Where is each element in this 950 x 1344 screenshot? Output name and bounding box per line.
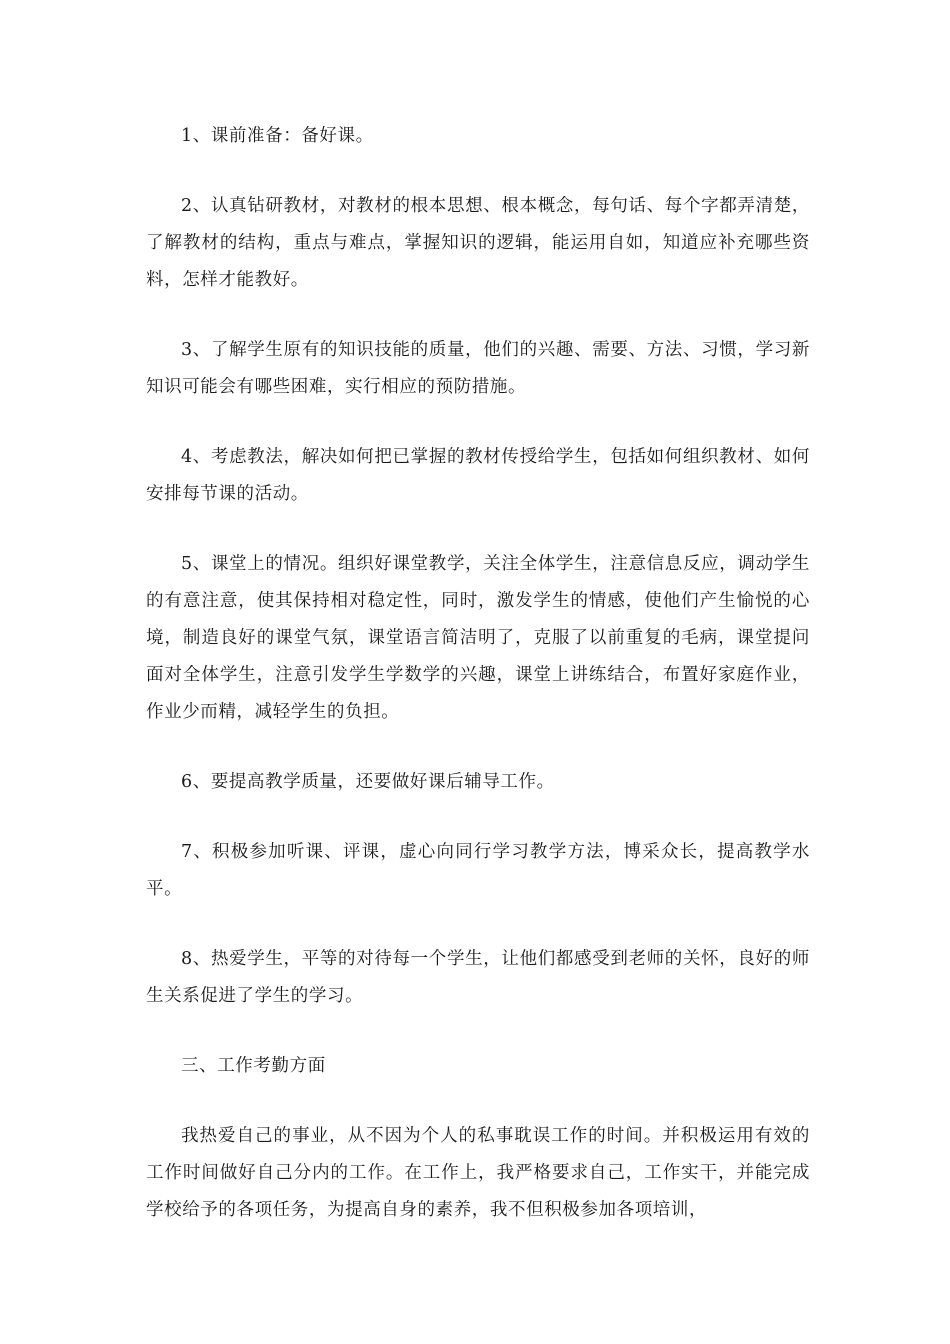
- paragraph-understand-students: 3、了解学生原有的知识技能的质量，他们的兴趣、需要、方法、习惯，学习新知识可能会有哪些困难，实行相应的预防措施。: [146, 340, 810, 397]
- paragraph-love-students: 8、热爱学生，平等的对待每一个学生，让他们都感受到老师的关怀，良好的师生关系促进了学生的学习。: [146, 949, 810, 1006]
- section-heading-attendance: 三、工作考勤方面: [181, 1056, 326, 1076]
- paragraph-study-materials: 2、认真钻研教材，对教材的根本思想、根本概念，每句话、每个字都弄清楚，了解教材的结构，重点与难点，掌握知识的逻辑，能运用自如，知道应补充哪些资料，怎样才能教好。: [146, 196, 810, 290]
- paragraph-lesson-preparation: 1、课前准备：备好课。: [181, 126, 374, 146]
- paragraph-teaching-methods: 4、考虑教法，解决如何把已掌握的教材传授给学生，包括如何组织教材、如何安排每节课的活动。: [146, 447, 810, 504]
- paragraph-lesson-observation: 7、积极参加听课、评课，虚心向同行学习教学方法，博采众长，提高教学水平。: [146, 842, 810, 899]
- document-body: [146, 118, 810, 1262]
- paragraph-after-class-tutoring: 6、要提高教学质量，还要做好课后辅导工作。: [181, 772, 555, 792]
- paragraph-classroom-situation: 5、课堂上的情况。组织好课堂教学，关注全体学生，注意信息反应，调动学生的有意注意，使其保持相对稳定性，同时，激发学生的情感，使他们产生愉悦的心境，制造良好的课堂气氛，课堂语言简洁明了，克服了以前重复的毛病，课堂提问面对全体学生，注意引发学生学数学的兴趣，课堂上讲练结合，布置好家庭作业，作业少而精，减轻学生的负担。: [146, 554, 810, 722]
- paragraph-work-attitude: 我热爱自己的事业，从不因为个人的私事耽误工作的时间。并积极运用有效的工作时间做好自己分内的工作。在工作上，我严格要求自己，工作实干，并能完成学校给予的各项任务，为提高自身的素养，我不但积极参加各项培训，: [146, 1126, 810, 1220]
